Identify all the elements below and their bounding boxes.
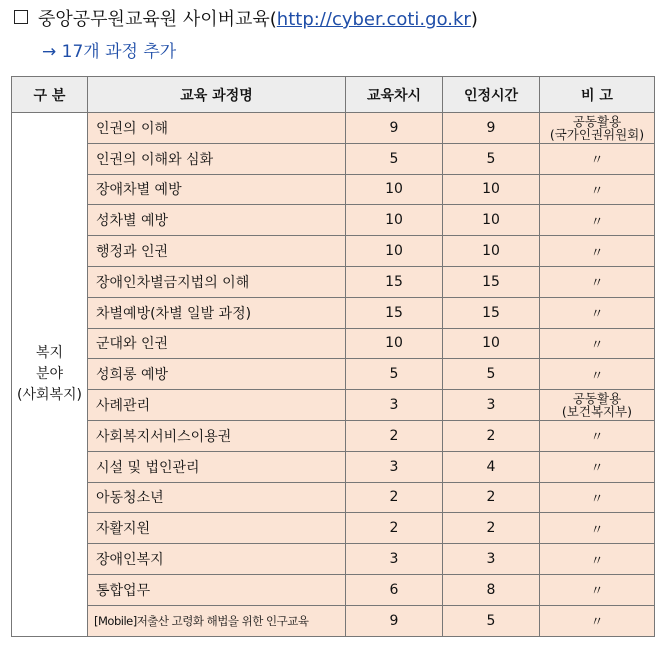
cyber-coti-link[interactable]: http://cyber.coti.go.kr	[276, 9, 471, 30]
note-cell	[540, 174, 655, 205]
note-line: 공동활용	[572, 391, 622, 407]
sessions-cell: 2	[346, 482, 443, 513]
course-name-cell: 인권의 이해와 심화	[88, 143, 346, 174]
sessions-cell: 10	[346, 328, 443, 359]
course-name-cell: 군대와 인권	[88, 328, 346, 359]
course-name-cell: 통합업무	[88, 574, 346, 605]
course-name-cell: 시설 및 법인관리	[88, 451, 346, 482]
table-row	[12, 143, 655, 174]
table-row	[12, 482, 655, 513]
note-line: (국가인권위원회)	[549, 126, 645, 142]
note-cell	[540, 420, 655, 451]
hours-cell: 10	[443, 205, 540, 236]
course-table	[11, 76, 655, 637]
note-cell	[540, 513, 655, 544]
note-cell	[540, 390, 655, 421]
hours-cell: 8	[443, 574, 540, 605]
note-cell	[540, 328, 655, 359]
hours-cell: 2	[443, 482, 540, 513]
course-name-cell: 차별예방(차별 일발 과정)	[88, 297, 346, 328]
sessions-cell: 15	[346, 297, 443, 328]
note-cell	[540, 359, 655, 390]
sessions-cell: 9	[346, 605, 443, 636]
note-line: 〃	[590, 183, 604, 199]
note-line: 〃	[590, 615, 604, 631]
hours-cell: 2	[443, 513, 540, 544]
hours-cell: 5	[443, 359, 540, 390]
note-line: 〃	[590, 307, 604, 323]
table-header-row	[12, 77, 655, 113]
note-line: 〃	[590, 584, 604, 600]
note-cell	[540, 236, 655, 267]
table-row	[12, 574, 655, 605]
hours-cell: 4	[443, 451, 540, 482]
course-name-cell: 장애인차별금지법의 이해	[88, 266, 346, 297]
heading-title: 중앙공무원교육원 사이버교육	[38, 9, 270, 30]
course-name-cell: 성차별 예방	[88, 205, 346, 236]
sessions-cell: 3	[346, 544, 443, 575]
sessions-cell: 5	[346, 359, 443, 390]
sessions-cell: 10	[346, 236, 443, 267]
course-name-cell: 인권의 이해	[88, 113, 346, 144]
table-row	[12, 113, 655, 144]
header-category: 구 분	[12, 77, 88, 113]
note-cell	[540, 544, 655, 575]
heading-paren-open: (	[269, 9, 277, 30]
hours-cell: 15	[443, 266, 540, 297]
table-row	[12, 390, 655, 421]
sessions-cell: 5	[346, 143, 443, 174]
note-cell	[540, 266, 655, 297]
note-cell	[540, 451, 655, 482]
hours-cell: 9	[443, 113, 540, 144]
category-cell	[12, 113, 88, 637]
table-row	[12, 605, 655, 636]
table-row	[12, 205, 655, 236]
course-name-cell: 장애인복지	[88, 544, 346, 575]
note-line: 〃	[590, 553, 604, 569]
note-cell	[540, 205, 655, 236]
sessions-cell: 10	[346, 205, 443, 236]
course-name-cell: [Mobile]저출산 고령화 해법을 위한 인구교육	[88, 605, 346, 636]
header-note: 비 고	[540, 77, 655, 113]
table-row	[12, 174, 655, 205]
note-line: 〃	[590, 491, 604, 507]
sessions-cell: 3	[346, 390, 443, 421]
sessions-cell: 2	[346, 420, 443, 451]
hours-cell: 5	[443, 605, 540, 636]
hours-cell: 3	[443, 544, 540, 575]
category-line: 분야	[35, 365, 64, 382]
sessions-cell: 3	[346, 451, 443, 482]
table-row	[12, 266, 655, 297]
page-heading	[14, 8, 478, 32]
subheading: → 17개 과정 추가	[42, 42, 177, 62]
course-name-cell: 사례관리	[88, 390, 346, 421]
note-line: 〃	[590, 276, 604, 292]
hours-cell: 10	[443, 236, 540, 267]
note-line: (보건복지부)	[561, 404, 633, 420]
note-cell	[540, 605, 655, 636]
note-line: 〃	[590, 153, 604, 169]
course-name-cell: 성희롱 예방	[88, 359, 346, 390]
category-line: (사회복지)	[16, 386, 83, 403]
table-body	[12, 113, 655, 637]
course-name-cell: 행정과 인권	[88, 236, 346, 267]
hours-cell: 3	[443, 390, 540, 421]
note-line: 〃	[590, 214, 604, 230]
sessions-cell: 9	[346, 113, 443, 144]
hours-cell: 2	[443, 420, 540, 451]
hours-cell: 10	[443, 174, 540, 205]
table-row	[12, 451, 655, 482]
note-cell	[540, 113, 655, 144]
course-name-cell: 사회복지서비스이용권	[88, 420, 346, 451]
note-line: 공동활용	[572, 113, 622, 129]
note-line: 〃	[590, 245, 604, 261]
sessions-cell: 10	[346, 174, 443, 205]
table-row	[12, 513, 655, 544]
note-cell	[540, 482, 655, 513]
note-line: 〃	[590, 522, 604, 538]
note-line: 〃	[590, 368, 604, 384]
sessions-cell: 15	[346, 266, 443, 297]
note-line: 〃	[590, 461, 604, 477]
table-row	[12, 236, 655, 267]
header-hours: 인정시간	[443, 77, 540, 113]
note-cell	[540, 574, 655, 605]
course-name-cell: 아동청소년	[88, 482, 346, 513]
header-course-name: 교육 과정명	[88, 77, 346, 113]
table-row	[12, 420, 655, 451]
course-name-cell: 장애차별 예방	[88, 174, 346, 205]
note-line: 〃	[590, 430, 604, 446]
sessions-cell: 2	[346, 513, 443, 544]
table-row	[12, 544, 655, 575]
note-line: 〃	[590, 337, 604, 353]
course-name-cell: 자활지원	[88, 513, 346, 544]
note-cell	[540, 297, 655, 328]
table-row	[12, 359, 655, 390]
hours-cell: 5	[443, 143, 540, 174]
header-sessions: 교육차시	[346, 77, 443, 113]
checkbox-square-icon	[14, 10, 28, 24]
sessions-cell: 6	[346, 574, 443, 605]
table-row	[12, 328, 655, 359]
table-row	[12, 297, 655, 328]
hours-cell: 15	[443, 297, 540, 328]
note-cell	[540, 143, 655, 174]
category-line: 복지	[35, 344, 64, 361]
hours-cell: 10	[443, 328, 540, 359]
heading-paren-close: )	[470, 9, 478, 30]
